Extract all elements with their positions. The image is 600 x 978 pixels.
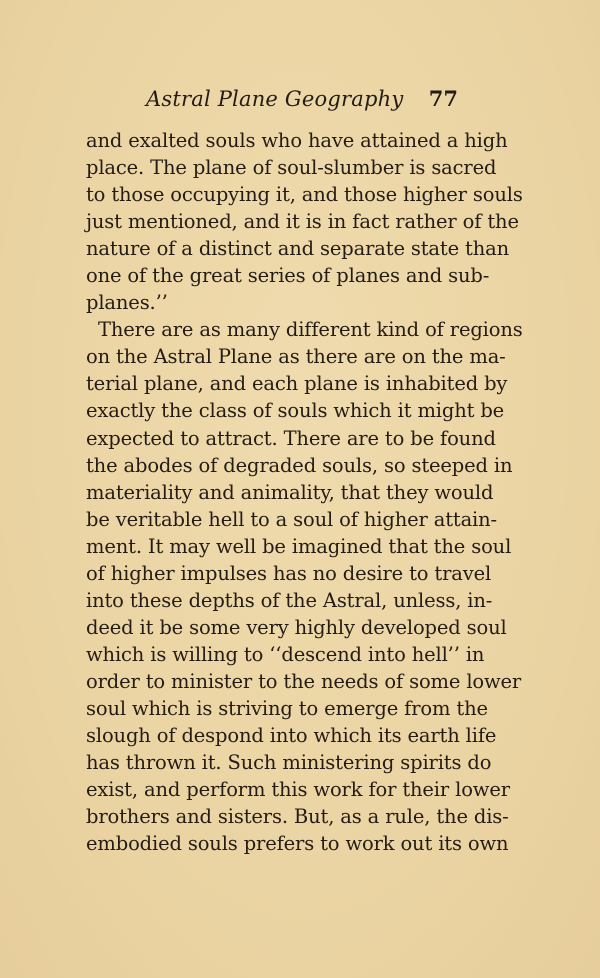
body-text <box>86 127 523 857</box>
text-line: has thrown it. Such ministering spirits do <box>86 751 492 775</box>
text-line: nature of a distinct and separate state than <box>86 237 510 261</box>
text-line: materiality and animality, that they would <box>86 480 494 504</box>
text-line: and exalted souls who have attained a high <box>86 129 508 152</box>
text-line: of higher impulses has no desire to travel <box>86 561 492 585</box>
text-line: the abodes of degraded souls, so steeped in <box>86 453 513 477</box>
text-line: place. The plane of soul-slumber is sacred <box>86 156 497 180</box>
text-line: which is willing to ‘‘descend into hell’’ in <box>86 642 485 666</box>
text-line: expected to attract. There are to be found <box>86 426 496 450</box>
text-line: soul which is striving to emerge from the <box>86 696 488 720</box>
text-line: exactly the class of souls which it might be <box>86 399 505 423</box>
text-line: slough of despond into which its earth life <box>86 724 497 748</box>
text-line: ment. It may well be imagined that the soul <box>86 534 512 558</box>
text-line: into these depths of the Astral, unless, in- <box>86 588 493 612</box>
paragraph-start-line: There are as many different kind of regions <box>98 318 523 342</box>
running-title: Astral Plane Geography <box>146 87 404 111</box>
text-line: exist, and perform this work for their lower <box>86 778 510 802</box>
text-line: just mentioned, and it is in fact rather of the <box>86 210 519 234</box>
text-line: order to minister to the needs of some lower <box>86 669 522 693</box>
text-line: terial plane, and each plane is inhabited by <box>86 372 508 396</box>
text-line: one of the great series of planes and sub- <box>86 264 490 288</box>
running-head <box>146 85 458 113</box>
text-line: brothers and sisters. But, as a rule, the dis- <box>86 805 509 829</box>
page-number: 77 <box>428 86 458 111</box>
text-line: on the Astral Plane as there are on the ma- <box>86 345 506 369</box>
text-line: embodied souls prefers to work out its own <box>86 832 509 856</box>
text-line: planes.’’ <box>86 291 168 315</box>
text-line: deed it be some very highly developed soul <box>86 615 507 639</box>
text-line: be veritable hell to a soul of higher attain- <box>86 507 497 531</box>
text-line: to those occupying it, and those higher souls <box>86 183 523 207</box>
